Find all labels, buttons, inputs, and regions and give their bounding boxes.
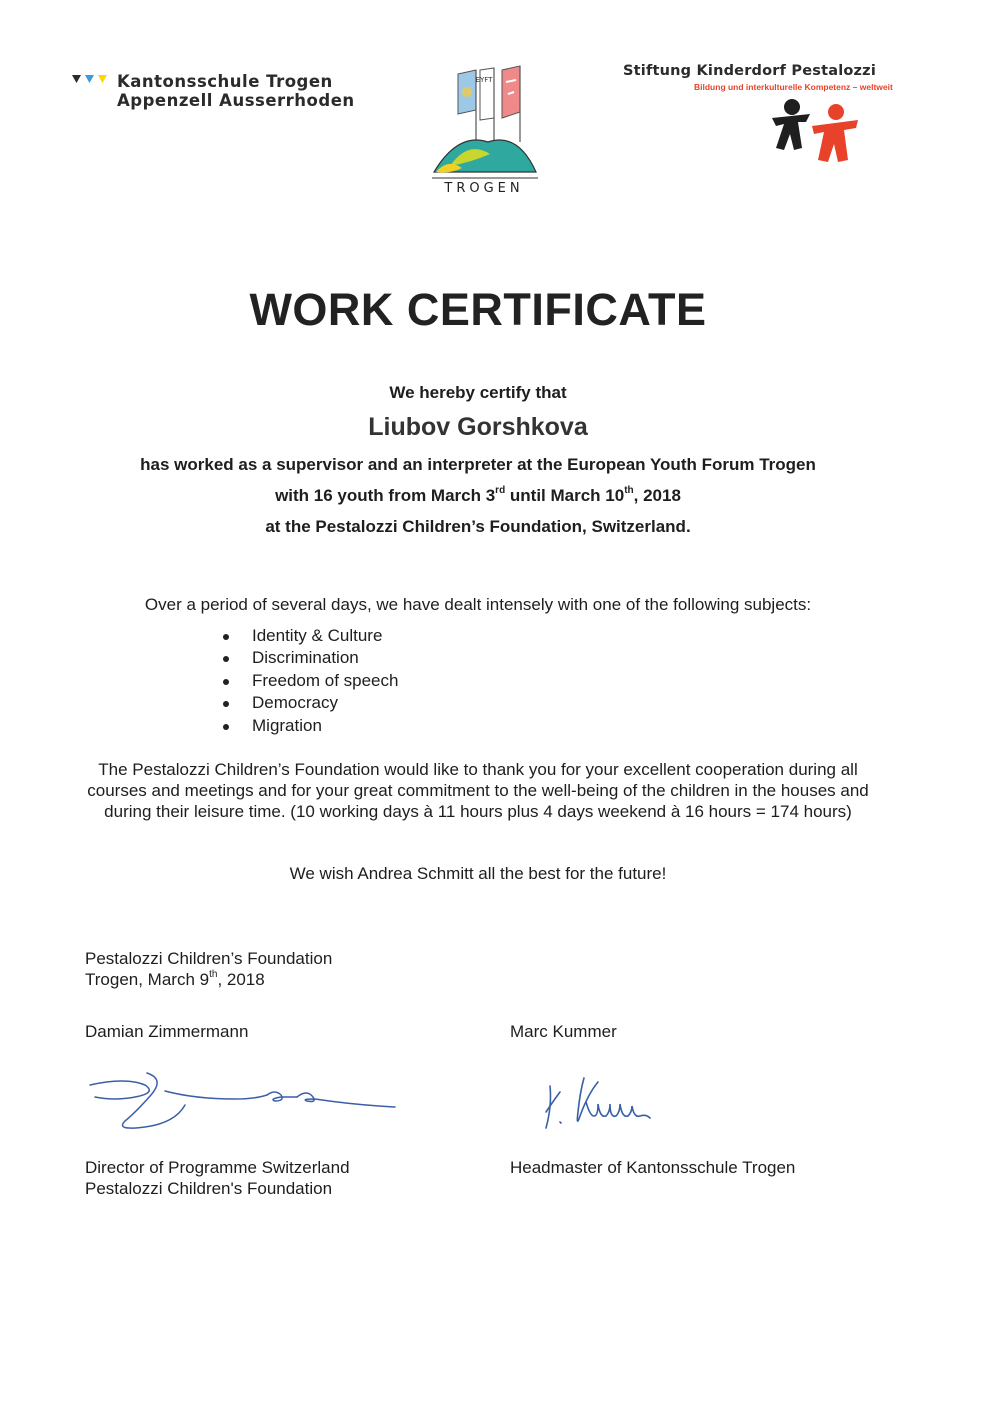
- list-item: Freedom of speech: [220, 670, 398, 692]
- issuer-name: Pestalozzi Children’s Foundation: [85, 949, 333, 968]
- signer-1-name: Damian Zimmermann: [85, 1022, 249, 1041]
- bullet-icon: [223, 679, 229, 685]
- statement-line-3: at the Pestalozzi Children’s Foundation, Switzerland.: [265, 517, 691, 536]
- eyft-flag-text: EYFT: [475, 76, 493, 84]
- subjects-list: [220, 625, 398, 737]
- eyft-trogen-logo-icon: [428, 62, 540, 197]
- issue-place-date: Trogen, March 9th, 2018: [85, 969, 265, 989]
- wish-line: We wish Andrea Schmitt all the best for the future!: [289, 864, 667, 883]
- school-region: Appenzell Ausserrhoden: [117, 91, 355, 110]
- signature-2-image: [540, 1072, 660, 1134]
- list-item: Migration: [220, 715, 398, 737]
- foundation-tagline: Bildung und interkulturelle Kompetenz – weltweit: [694, 82, 893, 92]
- signer-2-role: Headmaster of Kantonsschule Trogen: [510, 1158, 796, 1177]
- bullet-icon: [223, 656, 229, 662]
- person-name: Liubov Gorshkova: [368, 413, 588, 441]
- thanks-paragraph: The Pestalozzi Children’s Foundation would like to thank you for your excellent cooperation during all courses and meetings and for your great commitment to the well-being of the children in the houses and during their leisure time. (10 working days à 11 hours plus 4 days weekend à 16 hours = 174 hours): [87, 760, 869, 821]
- certificate-title: WORK CERTIFICATE: [249, 284, 707, 335]
- foundation-name: Stiftung Kinderdorf Pestalozzi: [623, 63, 876, 79]
- trogen-logo-text: TROGEN: [444, 181, 524, 196]
- signer-1-role: Director of Programme Switzerland: [85, 1158, 350, 1177]
- signer-2-name: Marc Kummer: [510, 1022, 617, 1041]
- bullet-icon: [223, 701, 229, 707]
- bullet-icon: [223, 724, 229, 730]
- signature-1-image: [85, 1065, 400, 1135]
- certify-intro: We hereby certify that: [389, 383, 567, 402]
- kantonsschule-logo-icon: [72, 75, 110, 87]
- statement-line-1: has worked as a supervisor and an interpreter at the European Youth Forum Trogen: [140, 455, 816, 474]
- statement-line-2: with 16 youth from March 3rd until March 10th, 2018: [275, 485, 681, 505]
- subjects-intro: Over a period of several days, we have dealt intensely with one of the following subjects:: [144, 595, 812, 614]
- bullet-icon: [223, 634, 229, 640]
- signer-1-organization: Pestalozzi Children's Foundation: [85, 1179, 333, 1198]
- list-item: Democracy: [220, 692, 398, 714]
- foundation-children-logo-icon: [766, 98, 862, 164]
- list-item: Identity & Culture: [220, 625, 398, 647]
- list-item: Discrimination: [220, 647, 398, 669]
- school-name: Kantonsschule Trogen: [117, 72, 333, 91]
